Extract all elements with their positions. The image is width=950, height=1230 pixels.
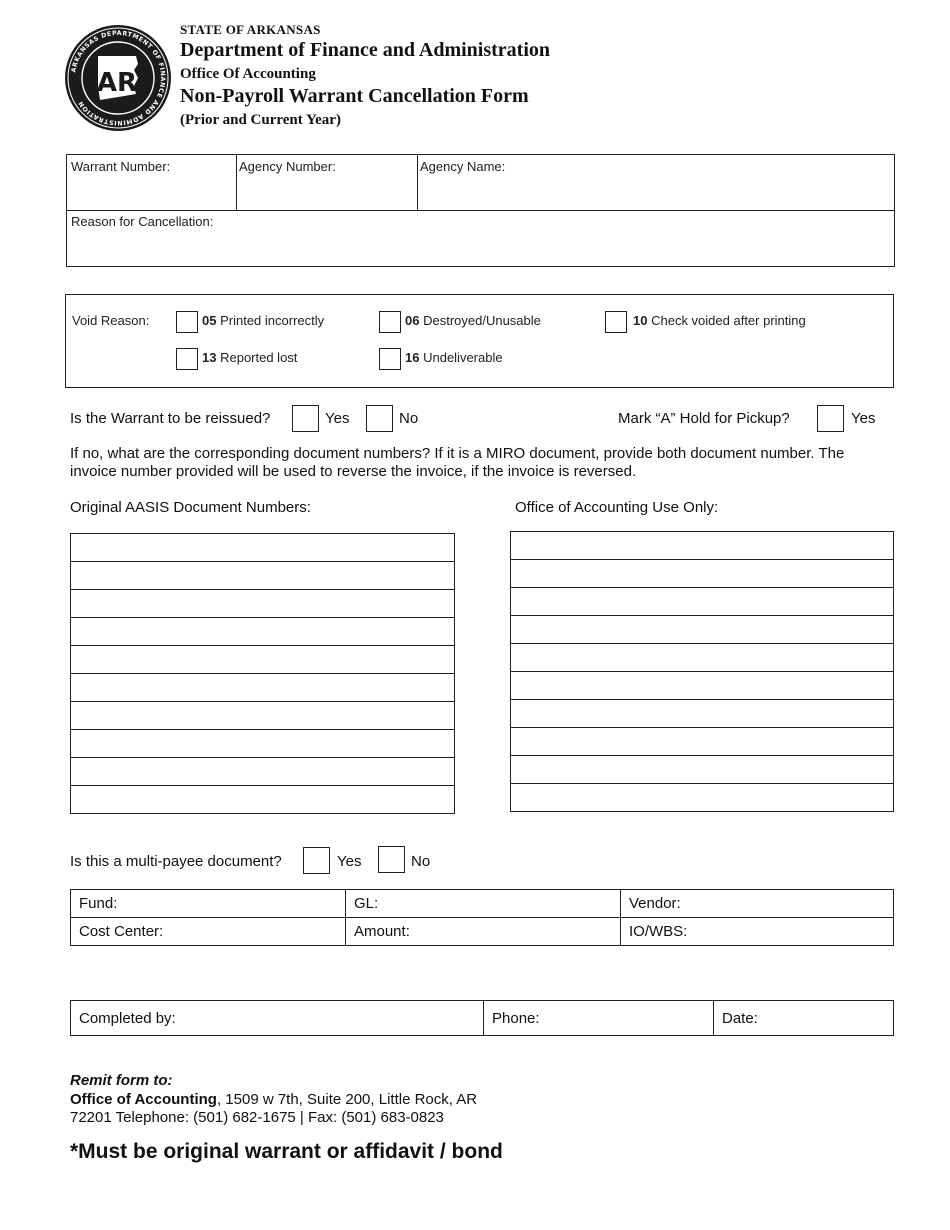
seal-monogram: AR xyxy=(96,68,138,98)
table-row xyxy=(511,560,894,588)
warrant-number-label: Warrant Number: xyxy=(71,159,171,174)
form-subtitle: (Prior and Current Year) xyxy=(180,112,341,128)
phone-cell[interactable] xyxy=(484,1001,714,1036)
table-row xyxy=(511,588,894,616)
original-aasis-label: Original AASIS Document Numbers: xyxy=(70,499,311,516)
accounting-input-6[interactable] xyxy=(511,672,893,699)
void-06-checkbox[interactable] xyxy=(379,311,401,333)
table-row xyxy=(71,758,455,786)
table-row xyxy=(511,784,894,812)
form-title: Non-Payroll Warrant Cancellation Form xyxy=(180,85,529,107)
original-doc-input-8[interactable] xyxy=(71,730,454,757)
original-doc-input-7[interactable] xyxy=(71,702,454,729)
document-instructions: If no, what are the corresponding document numbers? If it is a MIRO document, provide both document number. The invoice number provided will be used to reverse the invoice, if the invoice is reversed. xyxy=(70,445,845,480)
table-row xyxy=(71,890,894,918)
reissue-question: Is the Warrant to be reissued? xyxy=(70,410,271,427)
reissue-no-checkbox[interactable] xyxy=(366,405,393,432)
original-doc-input-3[interactable] xyxy=(71,590,454,617)
table-row xyxy=(511,700,894,728)
completed-by-cell[interactable] xyxy=(71,1001,484,1036)
dfa-seal-logo xyxy=(64,24,172,132)
original-doc-input-10[interactable] xyxy=(71,786,454,813)
date-cell[interactable] xyxy=(714,1001,894,1036)
fund-label: Fund: xyxy=(79,895,118,912)
multi-payee-yes-label: Yes xyxy=(337,853,362,870)
table-row xyxy=(71,646,455,674)
void-reason-label: Void Reason: xyxy=(72,313,150,328)
phone-label: Phone: xyxy=(492,1009,540,1027)
header-department: Department of Finance and Administration xyxy=(180,39,550,61)
multi-payee-yes-checkbox[interactable] xyxy=(303,847,330,874)
io-wbs-label: IO/WBS: xyxy=(629,923,688,940)
identification-box xyxy=(66,154,895,267)
multi-payee-no-label: No xyxy=(411,853,431,870)
table-row xyxy=(511,728,894,756)
agency-number-input[interactable] xyxy=(239,181,415,207)
original-warrant-notice: *Must be original warrant or affidavit / bond xyxy=(70,1140,503,1163)
table-row xyxy=(511,616,894,644)
amount-cell[interactable] xyxy=(346,918,621,946)
hold-pickup-yes-label: Yes xyxy=(851,410,876,427)
date-label: Date: xyxy=(722,1009,758,1027)
io-wbs-cell[interactable] xyxy=(621,918,894,946)
remit-contact: 72201 Telephone: (501) 682-1675 | Fax: (501) 683-0823 xyxy=(70,1109,444,1126)
table-row xyxy=(511,756,894,784)
original-doc-input-2[interactable] xyxy=(71,562,454,589)
accounting-input-3[interactable] xyxy=(511,588,893,615)
void-13-label: 13 Reported lost xyxy=(202,350,298,365)
remit-address: Office of Accounting, 1509 w 7th, Suite 200, Little Rock, AR xyxy=(70,1091,478,1108)
table-row xyxy=(71,618,455,646)
gl-label: GL: xyxy=(354,895,379,912)
original-aasis-table xyxy=(70,533,455,814)
table-row xyxy=(71,674,455,702)
accounting-input-8[interactable] xyxy=(511,728,893,755)
void-10-checkbox[interactable] xyxy=(605,311,627,333)
header-state: STATE OF ARKANSAS xyxy=(180,22,321,37)
accounting-input-9[interactable] xyxy=(511,756,893,783)
accounting-input-1[interactable] xyxy=(511,532,893,559)
original-doc-input-1[interactable] xyxy=(71,534,454,561)
original-doc-input-9[interactable] xyxy=(71,758,454,785)
vendor-cell[interactable] xyxy=(621,890,894,918)
original-doc-input-6[interactable] xyxy=(71,674,454,701)
table-row xyxy=(71,702,455,730)
accounting-input-2[interactable] xyxy=(511,560,893,587)
void-16-checkbox[interactable] xyxy=(379,348,401,370)
multi-payee-no-checkbox[interactable] xyxy=(378,846,405,873)
remit-office: Office of Accounting xyxy=(70,1091,217,1108)
table-row xyxy=(71,918,894,946)
reissue-no-label: No xyxy=(399,410,419,427)
table-row xyxy=(71,590,455,618)
table-row xyxy=(511,532,894,560)
original-doc-input-4[interactable] xyxy=(71,618,454,645)
accounting-input-10[interactable] xyxy=(511,784,893,811)
accounting-use-table xyxy=(510,531,894,812)
vendor-label: Vendor: xyxy=(629,895,681,912)
hold-pickup-question: Mark “A” Hold for Pickup? xyxy=(618,410,790,427)
accounting-use-label: Office of Accounting Use Only: xyxy=(515,499,719,516)
agency-number-label: Agency Number: xyxy=(239,159,336,174)
cost-center-cell[interactable] xyxy=(71,918,346,946)
table-row xyxy=(71,534,455,562)
reason-label: Reason for Cancellation: xyxy=(71,214,214,229)
table-row xyxy=(71,562,455,590)
original-doc-input-5[interactable] xyxy=(71,646,454,673)
svg-text:ARKANSAS DEPARTMENT OF FINANCE: ARKANSAS DEPARTMENT OF FINANCE AND ADMINISTRATION xyxy=(70,29,167,127)
accounting-input-4[interactable] xyxy=(511,616,893,643)
agency-name-label: Agency Name: xyxy=(420,159,506,174)
table-row xyxy=(71,730,455,758)
warrant-number-input[interactable] xyxy=(71,181,235,207)
header-office: Office Of Accounting xyxy=(180,66,316,82)
void-16-label: 16 Undeliverable xyxy=(405,350,503,365)
void-13-checkbox[interactable] xyxy=(176,348,198,370)
table-row xyxy=(511,672,894,700)
multi-payee-question: Is this a multi-payee document? xyxy=(70,853,282,870)
void-06-label: 06 Destroyed/Unusable xyxy=(405,313,541,328)
completion-grid xyxy=(70,1000,894,1036)
void-05-checkbox[interactable] xyxy=(176,311,198,333)
table-row xyxy=(71,786,455,814)
reason-input[interactable] xyxy=(71,235,893,263)
cost-center-label: Cost Center: xyxy=(79,923,164,940)
void-05-label: 05 Printed incorrectly xyxy=(202,313,325,328)
void-reason-box xyxy=(65,294,894,388)
fund-cell[interactable] xyxy=(71,890,346,918)
void-10-label: 10 Check voided after printing xyxy=(633,313,806,328)
coding-grid xyxy=(70,889,894,946)
remit-heading: Remit form to: xyxy=(70,1072,173,1089)
agency-name-input[interactable] xyxy=(420,181,894,207)
table-row xyxy=(511,644,894,672)
hold-pickup-yes-checkbox[interactable] xyxy=(817,405,844,432)
amount-label: Amount: xyxy=(354,923,410,940)
completed-by-label: Completed by: xyxy=(79,1009,176,1027)
accounting-input-7[interactable] xyxy=(511,700,893,727)
table-row xyxy=(71,1001,894,1036)
accounting-input-5[interactable] xyxy=(511,644,893,671)
reissue-yes-label: Yes xyxy=(325,410,350,427)
gl-cell[interactable] xyxy=(346,890,621,918)
reissue-yes-checkbox[interactable] xyxy=(292,405,319,432)
